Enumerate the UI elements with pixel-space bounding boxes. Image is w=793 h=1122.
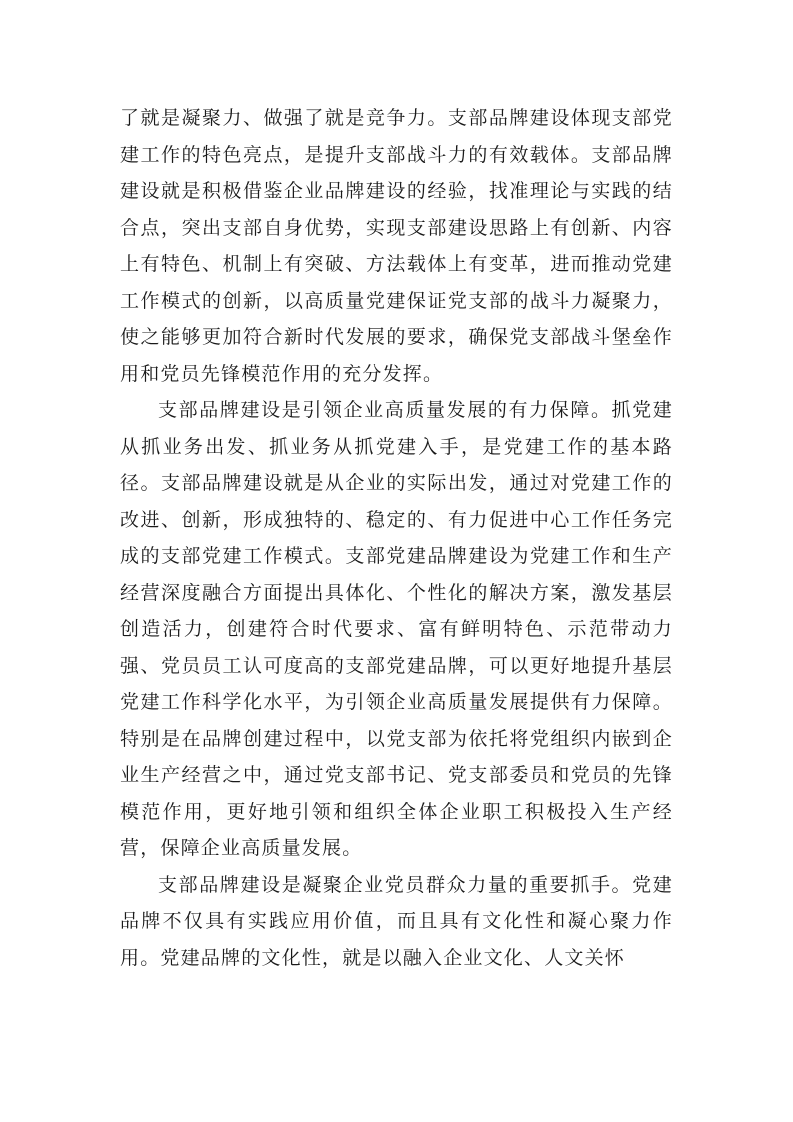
paragraph-1: 了就是凝聚力、做强了就是竞争力。支部品牌建设体现支部党建工作的特色亮点，是提升支部战斗力的有效载体。支部品牌建设就是积极借鉴企业品牌建设的经验，找准理论与实践的结合点，突出支部自身优势，实现支部建设思路上有创新、内容上有特色、机制上有突破、方法载体上有变革，进而推动党建工作模式的创新，以高质量党建保证党支部的战斗力凝聚力，使之能够更加符合新时代发展的要求，确保党支部战斗堡垒作用和党员先锋模范作用的充分发挥。 (120, 107, 673, 385)
document-body (120, 100, 673, 976)
paragraph-2: 支部品牌建设是引领企业高质量发展的有力保障。抓党建从抓业务出发、抓业务从抓党建入手，是党建工作的基本路径。支部品牌建设就是从企业的实际出发，通过对党建工作的改进、创新，形成独特的、稳定的、有力促进中心工作任务完成的支部党建工作模式。支部党建品牌建设为党建工作和生产经营深度融合方面提出具体化、个性化的解决方案，激发基层创造活力，创建符合时代要求、富有鲜明特色、示范带动力强、党员员工认可度高的支部党建品牌，可以更好地提升基层党建工作科学化水平，为引领企业高质量发展提供有力保障。特别是在品牌创建过程中，以党支部为依托将党组织内嵌到企业生产经营之中，通过党支部书记、党支部委员和党员的先锋模范作用，更好地引领和组织全体企业职工积极投入生产经营，保障企业高质量发展。 (120, 399, 673, 859)
paragraph-3: 支部品牌建设是凝聚企业党员群众力量的重要抓手。党建品牌不仅具有实践应用价值，而且具有文化性和凝心聚力作用。党建品牌的文化性，就是以融入企业文化、人文关怀 (120, 873, 673, 969)
